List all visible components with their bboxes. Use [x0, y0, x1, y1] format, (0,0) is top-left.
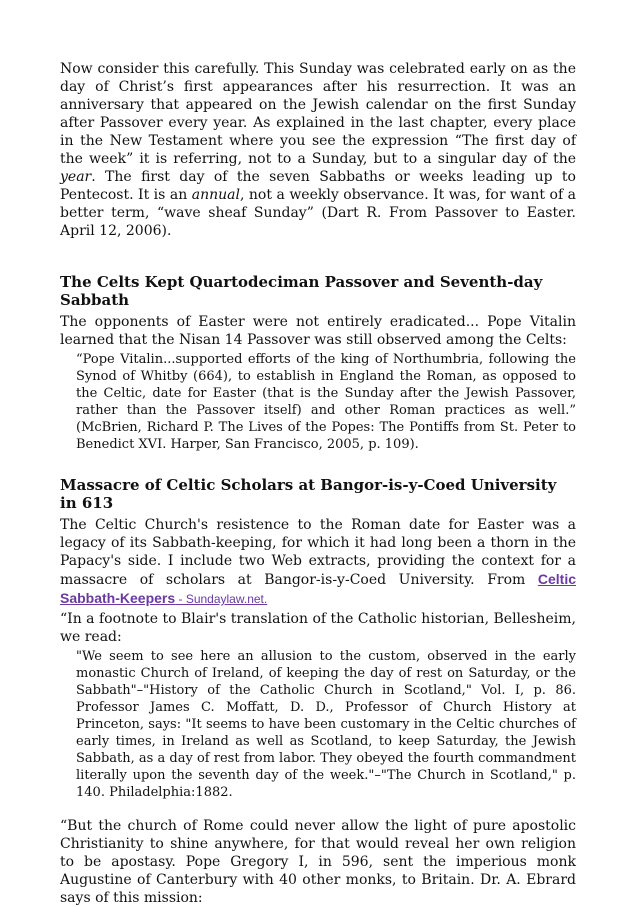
section-heading-celts: The Celts Kept Quartodeciman Passover and Seventh-day Sabbath — [60, 273, 543, 309]
rome-paragraph: “But the church of Rome could never allow the light of pure apostolic Christianity to shine anywhere, for that would reveal her own religion to be apostasy. Pope Gregory I, in 596, sent the imperious monk Augustine of Canterbury with 40 other monks, to Britain. Dr. A. Ebrard says of this mission: — [60, 818, 576, 906]
block-quote-sabbath: "We seem to see here an allusion to the custom, observed in the early monastic Church of Ireland, of keeping the day of rest on Saturday, or the Sabbath"–"History of the Catholic Church in Scotland," Vol. I, p. 86. Professor James C. Moffatt, D. D., Professor of Church History at Princeton, says: "It seems to have been customary in the Celtic churches of early times, in Ireland as well as Scotland, to keep Saturday, the Jewish Sabbath, as a day of rest from labor. They obeyed the fourth commandment literally upon the seventh day of the week."–"The Church in Scotland," p. 140. Philadelphia:1882. — [76, 649, 576, 800]
intro-paragraph: Now consider this carefully. This Sunday was celebrated early on as the day of Christ’s first appearances after his resurrection. It was an anniversary that appeared on the Jewish calendar on the first Sunday after Passover every year. As explained in the last chapter, every place in the New Testament where you see the expression “The first day of the week” it is referring, not to a Sunday, but to a singular day of the year. The first day of the seven Sabbaths or weeks leading up to Pentecost. It is an annual, not a weekly observance. It was, for want of a better term, “wave sheaf Sunday” (Dart R. From Passover to Easter. April 12, 2006). — [60, 61, 576, 239]
document-page — [60, 60, 576, 907]
emphasis-year: year — [60, 169, 92, 185]
emphasis-annual: annual — [191, 187, 240, 203]
footnote-intro-paragraph: “In a footnote to Blair's translation of the Catholic historian, Bellesheim, we read: — [60, 611, 576, 645]
celtic-sabbath-keepers-link[interactable]: Celtic Sabbath-Keepers — [60, 571, 576, 606]
celts-paragraph: The opponents of Easter were not entirely eradicated... Pope Vitalin learned that the Nisan 14 Passover was still observed among the Celts: — [60, 314, 576, 348]
block-quote-vitalin: “Pope Vitalin...supported efforts of the king of Northumbria, following the Synod of Whitby (664), to establish in England the Roman, as opposed to the Celtic, date for Easter (that is the Sunday after the Jewish Passover, rather than the Passover itself) and other Roman practices as well.” (McBrien, Richard P. The Lives of the Popes: The Pontiffs from St. Peter to Benedict XVI. Harper, San Francisco, 2005, p. 109). — [76, 352, 576, 452]
sundaylaw-link[interactable]: - Sundaylaw.net. — [175, 592, 268, 606]
section-heading-massacre: Massacre of Celtic Scholars at Bangor-is-y-Coed University in 613 — [60, 476, 557, 512]
massacre-paragraph: The Celtic Church's resistence to the Roman date for Easter was a legacy of its Sabbath-keeping, for which it had long been a thorn in the Papacy's side. I include two Web extracts, providing the context for a massacre of scholars at Bangor-is-y-Coed University. From Celtic Sabbath-Keepers - Sundaylaw.net. — [60, 517, 576, 606]
